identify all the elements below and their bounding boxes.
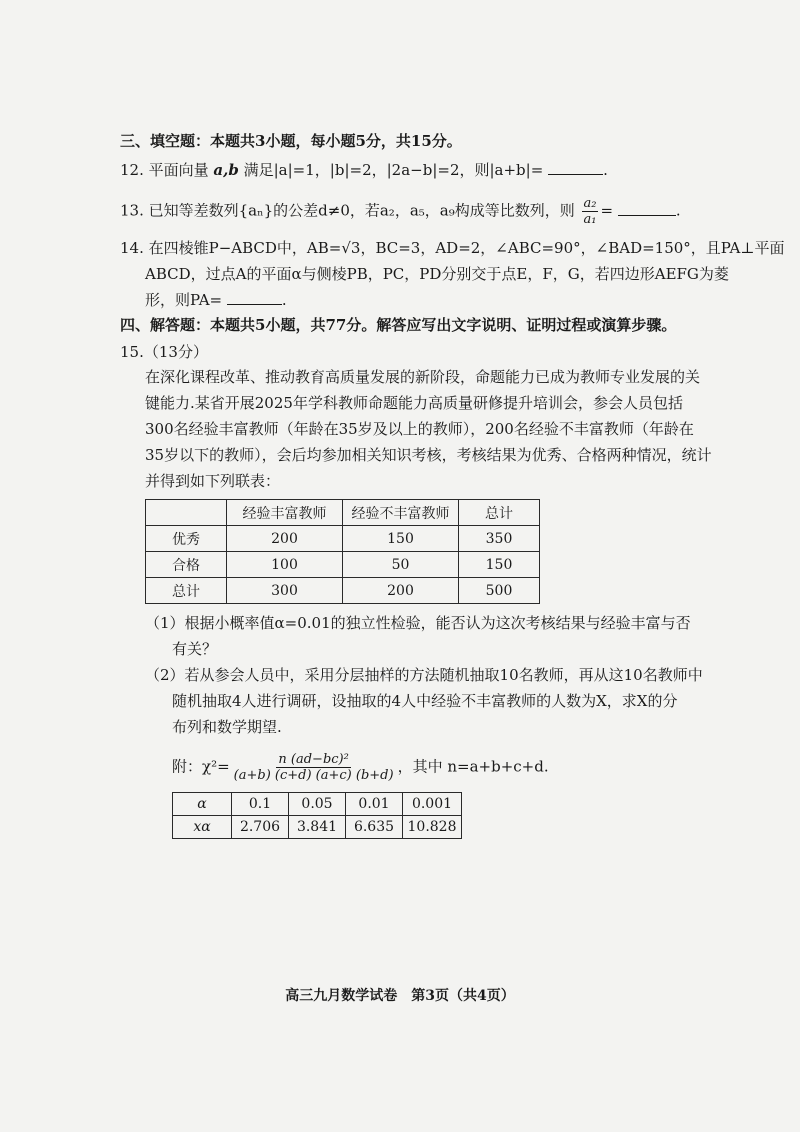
q12-prefix: 12. 平面向量 bbox=[120, 161, 209, 179]
table-cell: 总计 bbox=[146, 578, 227, 604]
q15-part2-line: 布列和数学期望. bbox=[172, 718, 282, 736]
appendix-suffix: ，其中 n=a+b+c+d. bbox=[397, 757, 549, 776]
section-4-heading: 四、解答题：本题共5小题，共77分。解答应写出文字说明、证明过程或演算步骤。 bbox=[120, 316, 677, 334]
table-cell: 优秀 bbox=[146, 526, 227, 552]
q12-text: 满足|a|=1，|b|=2，|2a−b|=2，则|a+b|= bbox=[243, 161, 544, 179]
q14-end: . bbox=[281, 291, 287, 309]
q15-part2-line: （2）若从参会人员中，采用分层抽样的方法随机抽取10名教师，再从这10名教师中 bbox=[145, 666, 703, 684]
table-row bbox=[146, 526, 540, 552]
q14-line-3-text: 形，则PA= bbox=[145, 291, 223, 309]
table-cell: 200 bbox=[343, 578, 459, 604]
table-cell: xα bbox=[173, 816, 232, 839]
q12-vars: a,b bbox=[213, 161, 239, 179]
table-header-cell: 经验丰富教师 bbox=[227, 500, 343, 526]
q15-part2-line: 随机抽取4人进行调研，设抽取的4人中经验不丰富教师的人数为X，求X的分 bbox=[172, 692, 678, 710]
table-cell: 0.01 bbox=[346, 793, 403, 816]
table-row bbox=[173, 793, 462, 816]
table-cell: α bbox=[173, 793, 232, 816]
question-14-line-1: 14. 在四棱锥P−ABCD中，AB=√3，BC=3，AD=2，∠ABC=90°，∠BAD=150°，且PA⊥平面 bbox=[120, 239, 785, 257]
appendix-prefix: 附：χ²= bbox=[172, 757, 230, 776]
table-cell: 350 bbox=[459, 526, 540, 552]
table-cell: 6.635 bbox=[346, 816, 403, 839]
q13-answer-blank bbox=[618, 200, 676, 216]
q15-para-line: 并得到如下列联表： bbox=[145, 472, 281, 490]
section-3-heading: 三、填空题：本题共3小题，每小题5分，共15分。 bbox=[120, 132, 462, 150]
question-12 bbox=[120, 159, 608, 181]
table-row bbox=[146, 552, 540, 578]
q13-frac-num: a₂ bbox=[583, 196, 597, 211]
question-14-line-3 bbox=[145, 289, 287, 311]
table-cell: 0.001 bbox=[403, 793, 462, 816]
q15-para-line: 在深化课程改革、推动教育高质量发展的新阶段，命题能力已成为教师专业发展的关 bbox=[145, 368, 701, 386]
q13-end: . bbox=[675, 201, 681, 220]
critical-value-table bbox=[172, 792, 462, 839]
table-cell: 300 bbox=[227, 578, 343, 604]
q15-para-line: 300名经验丰富教师（年龄在35岁及以上的教师），200名经验不丰富教师（年龄在 bbox=[145, 420, 694, 438]
q15-part1-line: （1）根据小概率值α=0.01的独立性检验，能否认为这次考核结果与经验丰富与否 bbox=[145, 614, 691, 632]
table-cell: 合格 bbox=[146, 552, 227, 578]
table-cell: 100 bbox=[227, 552, 343, 578]
q15-para-line: 键能力.某省开展2025年学科教师命题能力高质量研修提升培训会，参会人员包括 bbox=[145, 394, 683, 412]
q15-para-line: 35岁以下的教师），会后均参加相关知识考核，考核结果为优秀、合格两种情况，统计 bbox=[145, 446, 712, 464]
question-14-line-2: ABCD，过点A的平面α与侧棱PB，PC，PD分别交于点E，F，G，若四边形AEFG为菱 bbox=[145, 265, 729, 283]
q13-eq: = bbox=[600, 201, 614, 220]
q13-frac-den: a₁ bbox=[583, 212, 597, 227]
chi-square-fraction bbox=[232, 752, 396, 783]
table-cell: 0.05 bbox=[289, 793, 346, 816]
table-header-cell: 总计 bbox=[459, 500, 540, 526]
q13-fraction bbox=[582, 196, 599, 227]
question-15-label: 15.（13分） bbox=[120, 343, 208, 361]
table-cell: 50 bbox=[343, 552, 459, 578]
table-header-row bbox=[146, 500, 540, 526]
table-cell: 10.828 bbox=[403, 816, 462, 839]
table-cell: 500 bbox=[459, 578, 540, 604]
table-cell: 150 bbox=[343, 526, 459, 552]
table-header-cell bbox=[146, 500, 227, 526]
page-footer: 高三九月数学试卷 第3页（共4页） bbox=[285, 988, 515, 1004]
q14-answer-blank bbox=[227, 289, 282, 305]
contingency-table bbox=[145, 499, 540, 604]
table-row bbox=[146, 578, 540, 604]
q12-end: . bbox=[603, 161, 608, 179]
table-header-cell: 经验不丰富教师 bbox=[343, 500, 459, 526]
table-cell: 150 bbox=[459, 552, 540, 578]
chi-square-numerator: n (ad−bc)² bbox=[278, 752, 349, 767]
table-cell: 200 bbox=[227, 526, 343, 552]
chi-square-denominator: (a+b) (c+d) (a+c) (b+d) bbox=[233, 768, 394, 783]
table-row bbox=[173, 816, 462, 839]
q13-prefix: 13. 已知等差数列{aₙ}的公差d≠0，若a₂，a₅，a₉构成等比数列，则 bbox=[120, 201, 575, 220]
q12-answer-blank bbox=[548, 159, 603, 175]
table-cell: 0.1 bbox=[232, 793, 289, 816]
q15-part1-line: 有关？ bbox=[172, 640, 218, 658]
question-13 bbox=[120, 196, 681, 227]
appendix-formula bbox=[172, 752, 549, 783]
table-cell: 2.706 bbox=[232, 816, 289, 839]
table-cell: 3.841 bbox=[289, 816, 346, 839]
